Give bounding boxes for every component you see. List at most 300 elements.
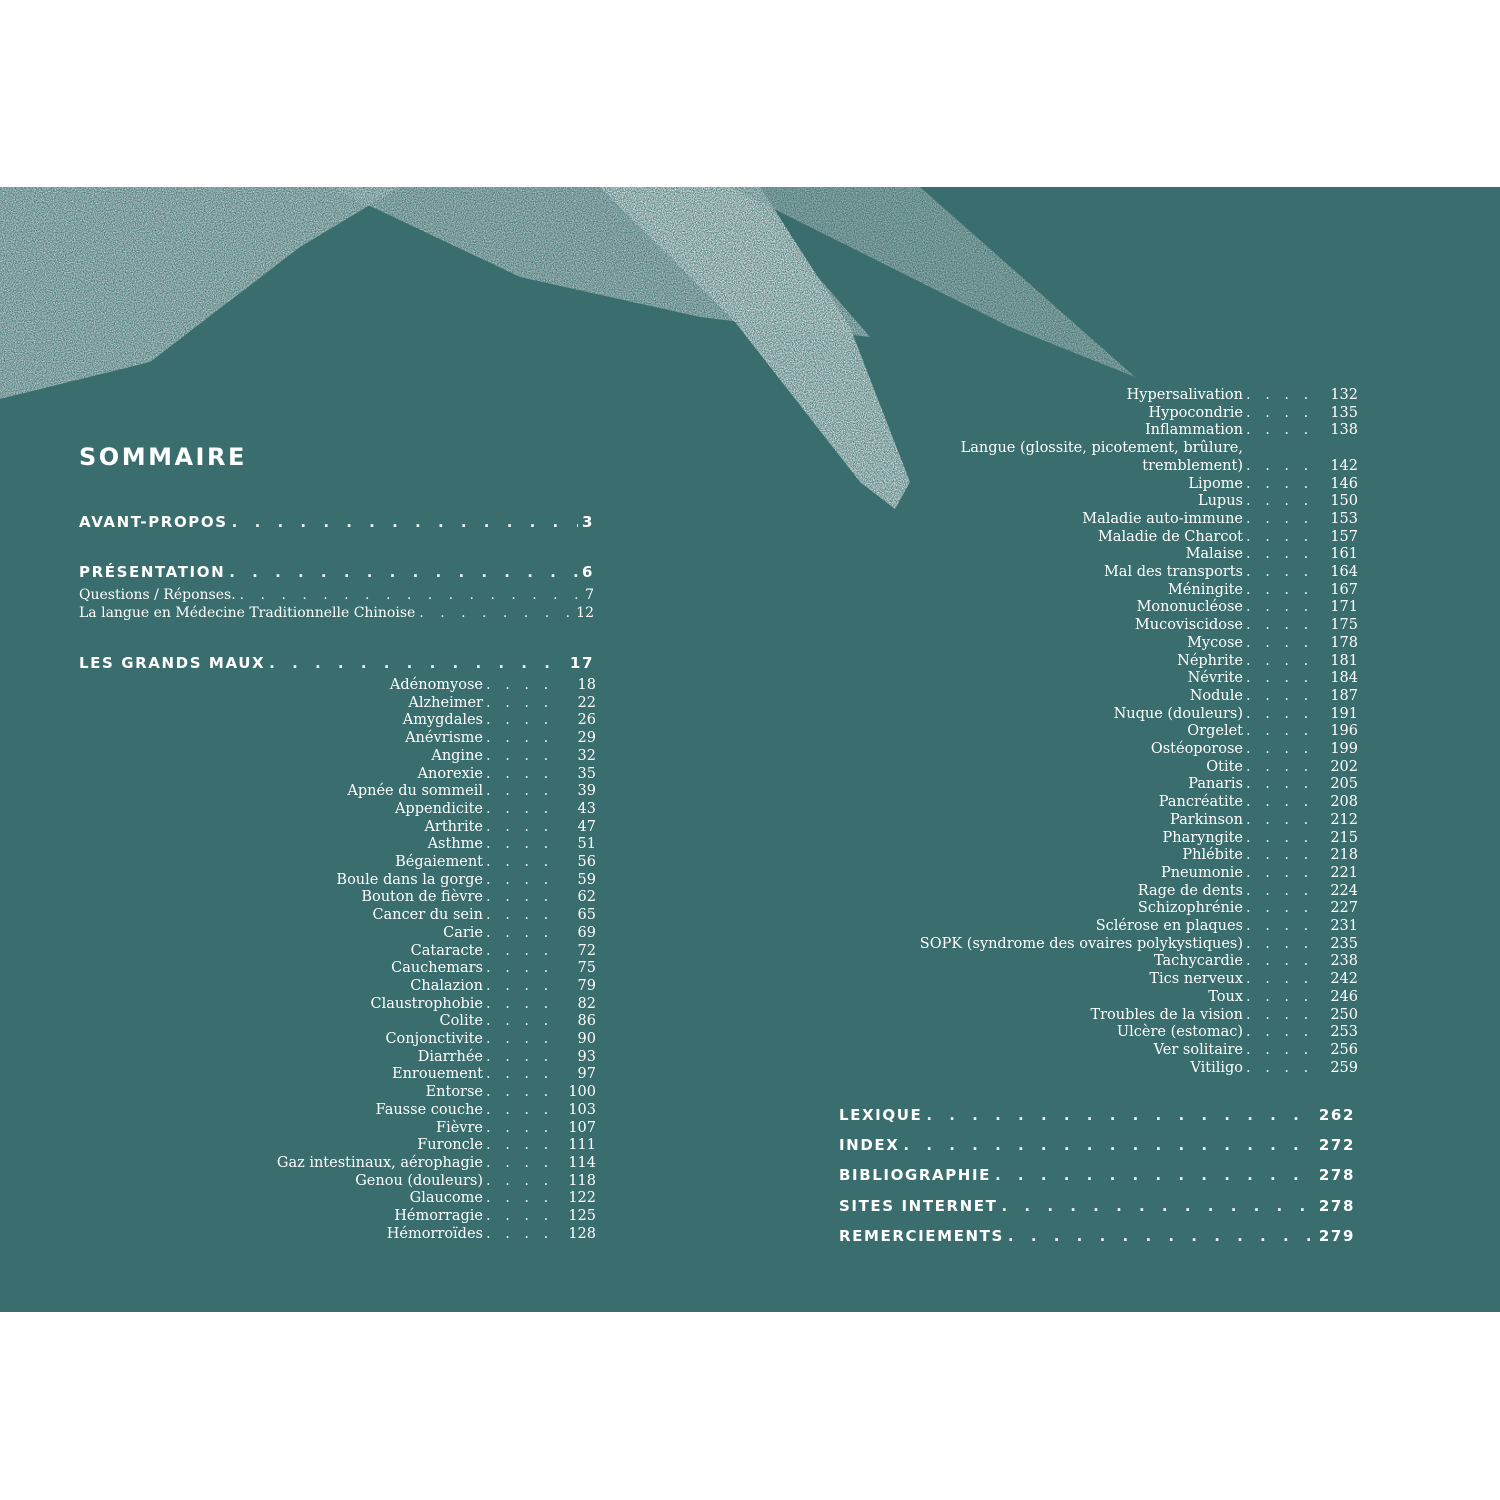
toc-entry-label: Troubles de la vision [1090, 1006, 1243, 1023]
toc-entry[interactable] [880, 405, 1358, 423]
toc-entry[interactable] [880, 546, 1358, 564]
toc-end-section[interactable] [839, 1136, 1355, 1154]
toc-entry[interactable] [200, 695, 596, 713]
toc-entry-page: 90 [577, 1031, 596, 1047]
toc-entry-label: Panaris [1188, 776, 1243, 793]
toc-entry[interactable] [880, 953, 1358, 971]
toc-entry-label: Maladie de Charcot [1097, 528, 1243, 545]
toc-end-section[interactable] [839, 1227, 1355, 1245]
toc-entry-page: 215 [1330, 829, 1358, 846]
toc-entry-label: Vitiligo [1190, 1059, 1243, 1076]
toc-entry-label: Pneumonie [1160, 864, 1243, 881]
dot-leader [1243, 635, 1318, 651]
toc-entry-page: 196 [1330, 723, 1358, 740]
toc-entry[interactable] [880, 670, 1358, 688]
dot-leader [483, 836, 556, 852]
toc-entry-page: 22 [577, 694, 596, 711]
toc-entry-label: Appendicite [394, 800, 483, 817]
toc-entry-label: Névrite [1187, 670, 1243, 687]
toc-entry-label: Nuque (douleurs) [1113, 705, 1243, 722]
toc-entry-label: Apnée du sommeil [347, 783, 483, 800]
dot-leader [483, 1031, 556, 1047]
toc-entry-page: 227 [1330, 900, 1358, 917]
toc-entry[interactable] [880, 564, 1358, 582]
toc-entry-label: Otite [1206, 758, 1243, 775]
dot-leader [483, 854, 556, 870]
toc-section-page: 6 [581, 563, 594, 581]
toc-entry-label: Hémorroïdes [386, 1225, 483, 1242]
toc-entry[interactable] [880, 653, 1358, 671]
dot-leader [1243, 1060, 1318, 1076]
toc-entry[interactable] [200, 1013, 596, 1031]
toc-entry-page: 178 [1330, 634, 1358, 651]
dot-leader [1243, 812, 1318, 828]
toc-entry[interactable] [880, 706, 1358, 724]
dot-leader [1001, 1197, 1314, 1215]
toc-entry[interactable] [200, 1208, 596, 1226]
toc-entry[interactable] [200, 783, 596, 801]
toc-entry[interactable] [200, 766, 596, 784]
toc-entry-label: SOPK (syndrome des ovaires polykystiques) [919, 935, 1243, 952]
toc-entry-label: Ver solitaire [1153, 1041, 1243, 1058]
toc-entry-label: Tachycardie [1153, 953, 1243, 970]
toc-entry-page: 242 [1330, 971, 1358, 988]
toc-entry[interactable] [200, 1155, 596, 1173]
dot-leader [483, 872, 556, 888]
toc-entry-label: Lupus [1197, 493, 1243, 510]
dot-leader [483, 960, 556, 976]
toc-section-label: PRÉSENTATION [79, 563, 226, 581]
toc-entry-page: 107 [568, 1119, 596, 1136]
dot-leader [1243, 458, 1318, 474]
dot-leader [1243, 759, 1318, 775]
toc-entry-label: Pharyngite [1162, 829, 1243, 846]
dot-leader [483, 943, 556, 959]
toc-entry-page: 97 [577, 1066, 596, 1083]
toc-entry[interactable] [880, 830, 1358, 848]
toc-entry-page: 224 [1330, 882, 1358, 899]
toc-entry[interactable] [200, 1031, 596, 1049]
toc-entry[interactable] [200, 889, 596, 907]
toc-section-label: REMERCIEMENTS [839, 1226, 1004, 1245]
toc-entry-label: Parkinson [1170, 811, 1243, 828]
dot-leader [483, 1084, 556, 1100]
dot-leader [1243, 422, 1318, 438]
dot-leader [1243, 511, 1318, 527]
toc-entry-page: 256 [1330, 1041, 1358, 1058]
dot-leader [1243, 794, 1318, 810]
dot-leader [483, 801, 556, 817]
toc-entry-page: 142 [1330, 457, 1358, 474]
toc-entry[interactable] [200, 748, 596, 766]
toc-entry[interactable] [200, 907, 596, 925]
dot-leader [483, 1137, 556, 1153]
dot-leader [1243, 900, 1318, 916]
toc-entry[interactable] [880, 529, 1358, 547]
dot-leader [1243, 688, 1318, 704]
toc-section-page: 279 [1318, 1226, 1355, 1245]
dot-leader [483, 925, 556, 941]
toc-entry-page: 153 [1330, 510, 1358, 527]
dot-leader [1243, 865, 1318, 881]
toc-entry-page: 72 [577, 942, 596, 959]
toc-entry-label: Colite [439, 1013, 483, 1030]
dot-leader [483, 1049, 556, 1065]
toc-entry-label: Claustrophobie [370, 995, 483, 1012]
toc-entry[interactable] [880, 741, 1358, 759]
dot-leader [1243, 723, 1318, 739]
toc-entry-page: 191 [1330, 705, 1358, 722]
toc-entry-page: 205 [1330, 776, 1358, 793]
dot-leader [483, 783, 556, 799]
dot-leader [483, 1190, 556, 1206]
toc-entry-label: Chalazion [410, 977, 483, 994]
dot-leader [1243, 670, 1318, 686]
toc-entry[interactable] [880, 599, 1358, 617]
toc-entry-page: 39 [577, 783, 596, 800]
dot-leader [1243, 847, 1318, 863]
toc-entry-page: 114 [568, 1154, 596, 1171]
toc-entry[interactable] [200, 960, 596, 978]
toc-entry-label: Mycose [1187, 634, 1243, 651]
dot-leader [1243, 599, 1318, 615]
toc-entry-page: 111 [568, 1137, 596, 1154]
toc-subitem[interactable] [79, 605, 594, 621]
dot-leader [483, 1066, 556, 1082]
toc-entry-label: Ulcère (estomac) [1116, 1024, 1243, 1041]
toc-entry-page: 238 [1330, 953, 1358, 970]
toc-entry[interactable] [200, 1120, 596, 1138]
dot-leader [232, 513, 578, 531]
toc-entry-page: 118 [568, 1172, 596, 1189]
toc-entry-page: 135 [1330, 404, 1358, 421]
dot-leader [1243, 387, 1318, 403]
toc-entry-label: Lipome [1188, 475, 1243, 492]
toc-entry[interactable] [200, 712, 596, 730]
toc-entry[interactable] [200, 978, 596, 996]
toc-entry-page: 218 [1330, 847, 1358, 864]
toc-section-page: 272 [1318, 1136, 1355, 1155]
dot-leader [1243, 582, 1318, 598]
toc-entry[interactable] [200, 1066, 596, 1084]
toc-entry-page: 212 [1330, 811, 1358, 828]
toc-entry[interactable] [880, 900, 1358, 918]
toc-section-label: LES GRANDS MAUX [79, 654, 266, 672]
dot-leader [1243, 918, 1318, 934]
toc-entry-page: 208 [1330, 794, 1358, 811]
toc-entry[interactable] [200, 1049, 596, 1067]
toc-entry[interactable] [880, 422, 1358, 440]
dot-leader [995, 1166, 1315, 1184]
toc-entry-label: Rage de dents [1137, 882, 1243, 899]
dot-leader [1243, 493, 1318, 509]
dot-leader [1243, 653, 1318, 669]
toc-entry-page: 59 [577, 871, 596, 888]
toc-entry[interactable] [200, 801, 596, 819]
toc-entry-page: 202 [1330, 758, 1358, 775]
toc-entry-label: Bégaiement [395, 854, 483, 870]
toc-entry-page: 26 [577, 712, 596, 729]
toc-entry[interactable] [880, 723, 1358, 741]
dot-leader [1243, 1042, 1318, 1058]
dot-leader [1243, 936, 1318, 952]
toc-entry-page: 132 [1330, 387, 1358, 403]
toc-section-page: 278 [1318, 1196, 1355, 1215]
dot-leader [1243, 830, 1318, 846]
toc-entry[interactable] [880, 511, 1358, 529]
toc-entry[interactable] [880, 989, 1358, 1007]
dot-leader [1243, 953, 1318, 969]
toc-entry-label: Fièvre [436, 1119, 483, 1136]
toc-entry-page: 128 [568, 1225, 596, 1242]
dot-leader [269, 654, 566, 672]
dot-leader [483, 978, 556, 994]
toc-entry[interactable] [200, 1226, 596, 1244]
toc-entry-page: 125 [568, 1208, 596, 1224]
toc-section-grands-maux[interactable] [79, 654, 594, 672]
dot-leader [229, 563, 578, 581]
toc-entry[interactable] [200, 872, 596, 890]
dot-leader [483, 695, 556, 711]
toc-section-label: BIBLIOGRAPHIE [839, 1166, 991, 1185]
toc-entry-label: Fausse couche [375, 1101, 483, 1118]
toc-entry[interactable] [200, 836, 596, 854]
toc-entry[interactable] [200, 1190, 596, 1208]
toc-entry-page: 171 [1330, 599, 1358, 616]
toc-entry-page: 175 [1330, 617, 1358, 634]
toc-entry-label: Mal des transports [1103, 564, 1243, 580]
toc-entry-page: 47 [577, 818, 596, 835]
toc-entry-page: 65 [577, 907, 596, 924]
toc-entry-label: Angine [431, 747, 483, 764]
toc-section-label: INDEX [839, 1136, 900, 1155]
toc-entry[interactable] [200, 1102, 596, 1120]
toc-entry[interactable] [880, 635, 1358, 653]
toc-entry-label: Arthrite [424, 818, 483, 835]
toc-entry-label: Glaucome [409, 1190, 483, 1207]
toc-entry-page: 18 [577, 677, 596, 693]
toc-entry-label: Amygdales [402, 712, 483, 729]
book-spread [0, 187, 1500, 1312]
toc-entry-label: Adénomyose [389, 677, 483, 693]
toc-entry-langue-line2 [880, 458, 1358, 476]
dot-leader [483, 712, 556, 728]
toc-entry-page: 69 [577, 924, 596, 941]
dot-leader [483, 730, 556, 746]
toc-entry[interactable] [200, 1084, 596, 1102]
toc-entry-label: Cataracte [410, 942, 483, 959]
toc-entry[interactable] [880, 582, 1358, 600]
toc-entry-page: 221 [1330, 864, 1358, 881]
dot-leader [1243, 617, 1318, 633]
dot-leader [483, 748, 556, 764]
toc-entry-page: 199 [1330, 741, 1358, 757]
toc-entry-page: 150 [1330, 493, 1358, 510]
toc-entry-page: 103 [568, 1101, 596, 1118]
toc-entry-page: 157 [1330, 528, 1358, 545]
toc-entry-page: 181 [1330, 652, 1358, 669]
toc-entry-label: Sclérose en plaques [1095, 918, 1243, 934]
toc-section-avant-propos[interactable] [79, 513, 594, 531]
dot-leader [483, 1102, 556, 1118]
dot-leader [483, 766, 556, 782]
toc-entry-label: Enrouement [391, 1066, 483, 1083]
dot-leader [1243, 706, 1318, 722]
toc-entry-label: Furoncle [417, 1137, 483, 1154]
dot-leader [1243, 476, 1318, 492]
dot-leader [1243, 1024, 1318, 1040]
toc-entry-label: Tics nerveux [1149, 971, 1243, 988]
toc-entry-page: 75 [577, 960, 596, 977]
dot-leader [483, 1013, 556, 1029]
toc-entry-label: Genou (douleurs) [355, 1172, 483, 1189]
toc-entry[interactable] [880, 493, 1358, 511]
toc-subitem-page: 7 [585, 587, 594, 603]
dot-leader [483, 1120, 556, 1136]
toc-entry-page: 35 [577, 765, 596, 782]
toc-subitem-label: La langue en Médecine Traditionnelle Chinoise [79, 605, 416, 621]
dot-leader [483, 996, 556, 1012]
toc-entry-page: 62 [577, 889, 596, 906]
dot-leader [1243, 989, 1318, 1005]
dot-leader [903, 1136, 1314, 1154]
toc-entry-label: Gaz intestinaux, aérophagie [276, 1154, 483, 1171]
toc-entry[interactable] [880, 759, 1358, 777]
toc-entry-label: Mononucléose [1136, 599, 1243, 616]
toc-entry-page: 246 [1330, 988, 1358, 1005]
toc-end-section[interactable] [839, 1197, 1355, 1215]
toc-entry[interactable] [880, 936, 1358, 954]
toc-entry[interactable] [200, 730, 596, 748]
toc-entry[interactable] [200, 943, 596, 961]
toc-entry-label: Hypersalivation [1126, 387, 1243, 403]
toc-entry[interactable] [200, 925, 596, 943]
dot-leader [483, 819, 556, 835]
toc-entry-label: Bouton de fièvre [361, 889, 483, 906]
dot-leader [419, 605, 572, 621]
toc-entry-page: 82 [577, 995, 596, 1012]
toc-entry-label: Toux [1208, 988, 1243, 1005]
toc-entry[interactable] [880, 476, 1358, 494]
toc-entry-page: 56 [577, 854, 596, 870]
toc-entry-label: Conjonctivite [385, 1031, 483, 1047]
toc-entry-label: Nodule [1189, 687, 1243, 704]
toc-section-label: AVANT-PROPOS [79, 513, 228, 531]
toc-entry-label: Alzheimer [408, 694, 483, 711]
toc-entry[interactable] [880, 865, 1358, 883]
toc-entry-label: Anorexie [417, 765, 483, 782]
dot-leader [483, 1226, 556, 1242]
toc-section-page: 262 [1318, 1106, 1355, 1124]
toc-entry[interactable] [200, 854, 596, 872]
toc-entry-label: Asthme [427, 836, 483, 853]
dot-leader [483, 907, 556, 923]
toc-entry-page: 32 [577, 747, 596, 764]
toc-subitem-page: 12 [576, 605, 594, 621]
dot-leader [1243, 971, 1318, 987]
toc-entry[interactable] [880, 776, 1358, 794]
toc-entry-label: Hémorragie [394, 1208, 483, 1224]
toc-entry-label: Orgelet [1187, 723, 1243, 740]
toc-entry-page: 164 [1330, 564, 1358, 580]
toc-subitem[interactable] [79, 587, 594, 603]
toc-entry[interactable] [880, 918, 1358, 936]
toc-entry[interactable] [880, 847, 1358, 865]
toc-entry-label: Phlébite [1182, 847, 1243, 864]
toc-entry-page: 51 [577, 836, 596, 853]
toc-subitem-label: Questions / Réponses. [79, 587, 236, 603]
toc-entry[interactable] [880, 1007, 1358, 1025]
toc-entry-page: 93 [577, 1048, 596, 1065]
toc-entry[interactable] [880, 812, 1358, 830]
toc-entry[interactable] [200, 1173, 596, 1191]
toc-entry-label: Entorse [425, 1084, 483, 1101]
toc-entry-label: Diarrhée [417, 1048, 483, 1065]
page-title: SOMMAIRE [79, 443, 247, 471]
toc-entry[interactable] [880, 1042, 1358, 1060]
toc-entry-label: Méningite [1167, 581, 1243, 598]
toc-entry[interactable] [880, 794, 1358, 812]
dot-leader [1243, 405, 1318, 421]
toc-entry-label: Anévrisme [405, 730, 483, 747]
toc-entry-label: Malaise [1185, 546, 1243, 563]
toc-entry[interactable] [880, 883, 1358, 901]
toc-entry-page: 29 [577, 730, 596, 747]
toc-entry-label: Néphrite [1177, 652, 1243, 669]
toc-entry-page: 167 [1330, 581, 1358, 598]
toc-entry[interactable] [880, 1024, 1358, 1042]
toc-entry[interactable] [200, 677, 596, 695]
dot-leader [483, 1155, 556, 1171]
dot-leader [483, 1208, 556, 1224]
dot-leader [483, 677, 556, 693]
dot-leader [240, 587, 581, 603]
toc-section-page: 17 [569, 654, 594, 672]
toc-section-label: LEXIQUE [839, 1106, 923, 1124]
toc-entry-page: 86 [577, 1013, 596, 1030]
toc-entry[interactable] [880, 387, 1358, 405]
toc-entry-label: Inflammation [1144, 422, 1243, 439]
toc-entry[interactable] [880, 1060, 1358, 1078]
toc-entry[interactable] [880, 688, 1358, 706]
toc-end-section[interactable] [839, 1106, 1355, 1124]
dot-leader [483, 1173, 556, 1189]
toc-entry[interactable] [200, 996, 596, 1014]
toc-entry-page: 259 [1330, 1059, 1358, 1076]
dot-leader [1243, 529, 1318, 545]
dot-leader [1243, 883, 1318, 899]
toc-entry-label: Maladie auto-immune [1082, 510, 1243, 527]
toc-entry[interactable] [200, 819, 596, 837]
toc-entry[interactable] [880, 971, 1358, 989]
dot-leader [1243, 741, 1318, 757]
toc-entry-page: 161 [1330, 546, 1358, 563]
toc-section-label: SITES INTERNET [839, 1196, 998, 1215]
dot-leader [1243, 546, 1318, 562]
toc-entry-label-line1: Langue (glossite, picotement, brûlure, [960, 440, 1243, 457]
toc-entry[interactable] [880, 617, 1358, 635]
dot-leader [1008, 1227, 1315, 1245]
toc-entry-label: Hypocondrie [1148, 404, 1243, 421]
toc-entry-label: Cancer du sein [372, 907, 483, 924]
toc-end-section[interactable] [839, 1166, 1355, 1184]
toc-entry-page: 253 [1330, 1024, 1358, 1041]
toc-entry-page: 235 [1330, 935, 1358, 952]
toc-entry-page: 138 [1330, 422, 1358, 439]
toc-section-page: 3 [581, 513, 594, 531]
toc-entry[interactable] [200, 1137, 596, 1155]
toc-section-presentation[interactable] [79, 563, 594, 581]
